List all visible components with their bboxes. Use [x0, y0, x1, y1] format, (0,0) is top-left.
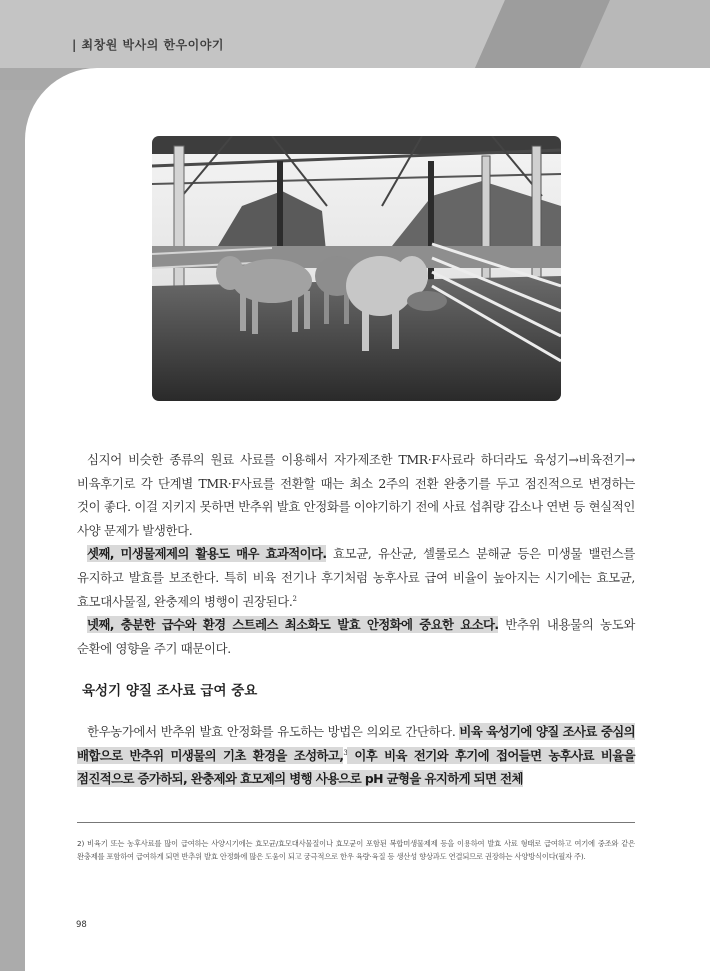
paragraph-2-text: 효모균, 유산균, 셀룰로스 분해균 등은 미생물 밸런스를 유지하고 발효를 보조한다. 특히 비육 전기나 후기처럼 농후사료 급여 비율이 높아지는 시기에는 효모균, 효모대사물질, 완충제의 병행이 권장된다.: [77, 546, 635, 609]
paragraph-4-highlight-a: 비육 육성기에 양질 조사료 중심의 배합으로 반추위 미생물의 기초 환경을 조성하고,: [77, 724, 635, 763]
body-text-upper: [77, 448, 635, 660]
paragraph-2-highlight: 셋째, 미생물제제의 활용도 매우 효과적이다.: [87, 546, 327, 562]
footnote: 2) 비육기 또는 농후사료를 많이 급여하는 사양시기에는 효모균/효모대사물질이나 효모균이 포함된 복합미생물제제 등을 이용하여 발효 사료 형태로 급여하고 여기에 중조와 같은 완충제를 포함하여 급여하게 되면 반추위 발효 안정화에 많은 도움이 되고 궁극적으로 한우 육량·육질 등 생산성 향상과도 연결되므로 권장하는 사양방식이다(필자 주).: [77, 839, 635, 862]
footnote-divider: [77, 822, 635, 823]
paragraph-1: 심지어 비슷한 종류의 원료 사료를 이용해서 자가제조한 TMR·F사료라 하더라도 육성기→비육전기→비육후기로 각 단계별 TMR·F사료를 전환할 때는 최소 2주의 전환 완충기를 두고 점진적으로 변경하는 것이 좋다. 이걸 지키지 못하면 반추위 발효 안정화를 이야기하기 전에 사료 섭취량 감소나 연변 등 현실적인 사양 문제가 발생한다.: [77, 452, 635, 538]
paragraph-3-highlight: 넷째, 충분한 급수와 환경 스트레스 최소화도 발효 안정화에 중요한 요소다.: [87, 617, 499, 633]
cattle-barn-photo: [152, 136, 561, 401]
paragraph-4-text: 한우농가에서 반추위 발효 안정화를 유도하는 방법은 의외로 간단하다.: [87, 724, 460, 739]
paragraph-2: [77, 542, 635, 613]
paragraph-3-text: 반추위 내용물의 농도와 순환에 영향을 주기 때문이다.: [77, 617, 635, 656]
footnote-ref-2: 2: [292, 594, 297, 603]
body-text-lower: [77, 720, 635, 791]
running-header: | 최창원 박사의 한우이야기: [72, 38, 224, 52]
footnote-ref-3: 3: [343, 748, 348, 757]
page-number: 98: [76, 920, 87, 930]
paragraph-3: [77, 613, 635, 660]
paragraph-4: [77, 720, 635, 791]
paragraph-4-highlight-b: 이후 비육 전기와 후기에 접어들면 농후사료 비율을 점진적으로 증가하되, 완충제와 효모제의 병행 사용으로 pH 균형을 유지하게 되면 전체: [77, 747, 635, 787]
section-heading: 육성기 양질 조사료 급여 중요: [82, 683, 258, 699]
